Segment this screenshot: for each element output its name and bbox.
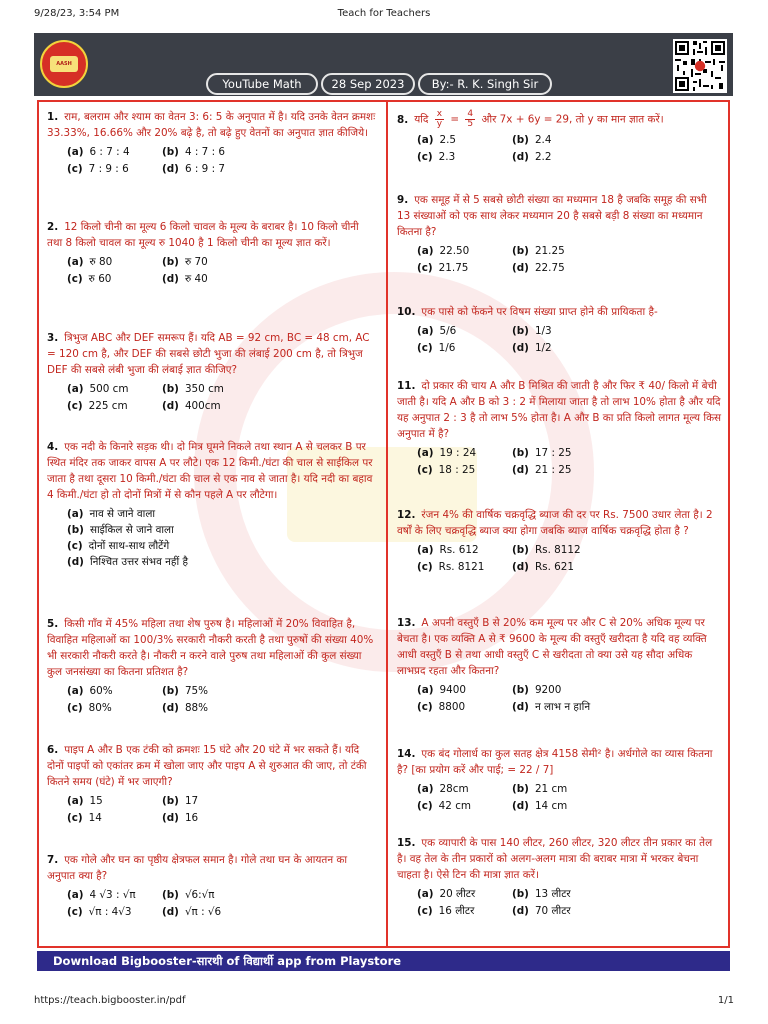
- question-1: 1. राम, बलराम और श्याम का वेतन 3: 6: 5 के अनुपात में है। यदि उनके वेतन क्रमशः 33.33%, 16.66% और 20% बढ़े है, तो बढ़े हुए वेतनों का अनुपात ज्ञात कीजिये। (a) 6 : 7 : 4 (b) 4 : 7 : 6 (c) 7 : 9 : 6 (d) 6 : 9 : 7: [47, 111, 376, 175]
- qr-code-icon: [673, 39, 727, 93]
- pill-author: By:- R. K. Singh Sir: [418, 73, 552, 95]
- question-3: 3. त्रिभुज ABC और DEF समरूप हैं। यदि AB = 92 cm, BC = 48 cm, AC = 120 cm है, और DEF की सबसे छोटी भुजा की लंबाई 200 cm है, तो त्रिभुज DEF की सबसे लंबी भुजा की लंबाई ज्ञात कीजिए? (a) 500 cm (b) 350 cm (c) 225 cm (d) 400cm: [47, 332, 370, 412]
- question-6: 6. पाइप A और B एक टंकी को क्रमशः 15 घंटे और 20 घंटे में भर सकते हैं। यदि दोनों पाइपों को एकांतर क्रम में खोला जाए और पाइप A से शुरुआत की जाए, तो टंकी कितने समय (घंटे) में भर जाएगी? (a) 15 (b) 17 (c) 14 (d) 16: [47, 744, 367, 824]
- print-url: https://teach.bigbooster.in/pdf: [34, 995, 186, 1006]
- worksheet-page: [34, 33, 733, 974]
- fraction-x-y: $\frac{x}{y}$: [436, 109, 443, 129]
- download-banner[interactable]: [37, 951, 730, 971]
- column-divider: [386, 102, 388, 946]
- question-10: 10. एक पासे को फेंकने पर विषम संख्या प्राप्त होने की प्रायिकता है- (a) 5/6 (b) 1/3 (c) 1/6 (d) 1/2: [397, 306, 658, 354]
- logo-text: AASH: [56, 61, 72, 67]
- worksheet-header: [34, 33, 733, 96]
- question-9: 9. एक समूह में से 5 सबसे छोटी संख्या का मध्यमान 18 है जबकि समूह की सभी 13 संख्याओं को एक साथ लेकर मध्यमान 20 है सबसे बड़ी 8 संख्या का मध्यमान कितना है? (a) 22.50 (b) 21.25 (c) 21.75 (d) 22.75: [397, 194, 707, 274]
- print-page-number: 1/1: [717, 995, 734, 1006]
- print-title: Teach for Teachers: [337, 8, 431, 19]
- fraction-4-5: $\frac{4}{5}$: [467, 109, 474, 129]
- download-banner-text: Download Bigbooster-सारथी of विद्यार्थी app from Playstore: [53, 954, 402, 968]
- question-15: 15. एक व्यापारी के पास 140 लीटर, 260 लीटर, 320 लीटर तीन प्रकार का तेल है। वह तेल के तीन प्रकारों को अलग-अलग मात्रा की बराबर मात्रा में भरकर बेचना चाहता है। ऐसे टिन की मात्रा ज्ञात करें। (a) 20 लीटर (b) 13 लीटर (c) 16 लीटर (d) 70 लीटर: [397, 837, 713, 917]
- print-datetime: 9/28/23, 3:54 PM: [34, 8, 120, 19]
- question-14: 14. एक बंद गोलार्ध का कुल सतह क्षेत्र 4158 सेमी² है। अर्धगोले का व्यास कितना है? [का प्रयोग करें और पाई; = 22 / 7] (a) 28cm (b) 21 cm (c) 42 cm (d) 14 cm: [397, 748, 713, 812]
- question-13: 13. A अपनी वस्तुएँ B से 20% कम मूल्य पर और C से 20% अधिक मूल्य पर बेचता है। एक व्यक्ति A से ₹ 9600 के मूल्य की वस्तुएँ खरीदता है यदि वह व्यक्ति आधी वस्तुएँ B से तथा आधी वस्तुएँ C से खरीदता तो क्या उसे यह सौदा अधिक लाभप्रद रहता और कितना? (a) 9400 (b) 9200 (c) 8800 (d) न लाभ न हानि: [397, 617, 707, 713]
- question-11: 11. दो प्रकार की चाय A और B मिश्रित की जाती है और फिर ₹ 40/ किलो में बेची जाती है। यदि A और B को 3 : 2 में मिलाया जाता है तो लाभ 10% होता है और यदि यह अनुपात 2 : 3 है तो लाभ 5% होता है। A और B का प्रति किलो लागत मूल्य किस अनुपात में है? (a) 19 : 24 (b) 17 : 25 (c) 18 : 25 (d) 21 : 25: [397, 380, 722, 476]
- pill-date: 28 Sep 2023: [321, 73, 415, 95]
- question-7: 7. एक गोले और घन का पृष्ठीय क्षेत्रफल समान है। गोले तथा घन के आयतन का अनुपात क्या है? (a) 4 √3 : √π (b) √6:√π (c) √π : 4√3 (d) √π : √6: [47, 854, 348, 918]
- question-4: 4. एक नदी के किनारे सड़क थी। दो मित्र घूमने निकले तथा स्थान A से चलकर B पर स्थित मंदिर तक जाकर वापस A पर लौटे। एक 12 किमी./घंटा की चाल से साईकिल पर जाता है तथा दूसरा 10 किमी./घंटा की चाल से एक नाव से जाता है। यदि नदी का बहाव 4 किमी./घंटा हो तो दोनों मित्रों में से कौन पहले A पर लौटेगा। (a) नाव से जाने वाला (b) साईकिल से जाने वाला (c) दोनों साथ-साथ लौटेंगे (d) निश्चित उत्तर संभव नहीं है: [47, 441, 373, 568]
- question-5: 5. किसी गाँव में 45% महिला तथा शेष पुरुष है। महिलाओं में 20% विवाहित है, विवाहित महिलाओं का 100/3% सरकारी नौकरी करती है तथा पुरुषों की संख्या 40% भी सरकारी नौकरी करते है। नौकरी न करने वाले पुरुष तथा महिलाओं की कुल संख्या कुल जनसंख्या का कितना प्रतिशत है? (a) 60% (b) 75% (c) 80% (d) 88%: [47, 618, 374, 714]
- question-12: 12. रंजन 4% की वार्षिक चक्रवृद्धि ब्याज की दर पर Rs. 7500 उधार लेता है। 2 वर्षों के लिए चक्रवृद्धि ब्याज क्या होगा जबकि ब्याज वार्षिक चक्रवृद्धि होता है ? (a) Rs. 612 (b) Rs. 8112 (c) Rs. 8121 (d) Rs. 621: [397, 509, 713, 573]
- header-pills: [34, 73, 733, 93]
- questions-area: [37, 100, 730, 948]
- pill-channel: YouTube Math: [206, 73, 318, 95]
- question-2: 2. 12 किलो चीनी का मूल्य 6 किलो चावल के मूल्य के बराबर है। 10 किलो चीनी तथा 8 किलो चावल का मूल्य रु 1040 है 1 किलो चीनी का मूल्य ज्ञात करें। (a) रु 80 (b) रु 70 (c) रु 60 (d) रु 40: [47, 221, 359, 285]
- question-8: 8. यदि $\frac{x}{y}$ = $\frac{4}{5}$ और 7x + 6y = 29, तो y का मान ज्ञात करें। (a) 2.5 (b) 2.4 (c) 2.3 (d) 2.2: [397, 109, 664, 163]
